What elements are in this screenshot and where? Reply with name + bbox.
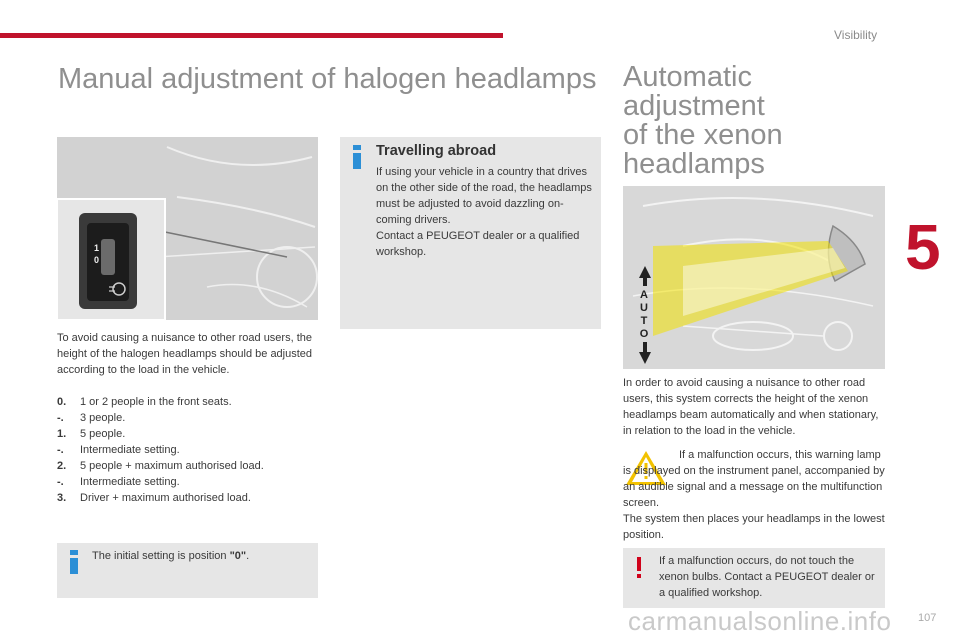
- section-color-bar: [0, 33, 503, 38]
- list-item: 0. 1 or 2 people in the front seats.: [57, 396, 232, 408]
- list-item: -. Intermediate setting.: [57, 444, 180, 456]
- watermark: carmanualsonline.info: [628, 606, 892, 636]
- page-title-manual: Manual adjustment of halogen headlamps: [58, 63, 597, 95]
- initial-setting-box: [57, 543, 318, 598]
- initial-setting-text: The initial setting is position "0".: [92, 550, 250, 562]
- info-icon: [353, 145, 361, 169]
- xenon-headlamp-illustration: [623, 186, 885, 369]
- lowest-position-text: The system then places your headlamps in the lowest position.: [623, 513, 885, 541]
- section-label: Visibility: [834, 28, 878, 42]
- xenon-warning-text: If a malfunction occurs, do not touch the xenon bulbs. Contact a PEUGEOT dealer or a qualified workshop.: [659, 555, 875, 599]
- travelling-abroad-body: If using your vehicle in a country that drives on the other side of the road, the headlamps must be adjusted to avoid dazzling on-coming drivers.: [376, 166, 592, 226]
- load-settings-list: [57, 394, 264, 506]
- headlamp-dial-photo: [57, 137, 318, 320]
- dashboard-illustration: [57, 137, 318, 320]
- travelling-abroad-contact: Contact a PEUGEOT dealer or a qualified workshop.: [376, 230, 580, 258]
- automatic-intro-text: In order to avoid causing a nuisance to other road users, this system corrects the height of the xenon headlamps beam automatically and when stationary, in relation to the load in the vehicle.: [623, 377, 879, 437]
- travelling-abroad-title: Travelling abroad: [376, 143, 497, 159]
- danger-exclamation-icon: [634, 557, 644, 584]
- dial-label-one: 1: [94, 243, 100, 253]
- page-number: 107: [918, 612, 937, 624]
- list-item: -. Intermediate setting.: [57, 476, 180, 488]
- manual-intro-text: To avoid causing a nuisance to other road users, the height of the halogen headlamps should be adjusted according to the load in the vehicle.: [57, 332, 313, 376]
- dial-label-zero: 0: [94, 255, 100, 265]
- page-title-automatic: Automatic adjustment of the xenon headlamps: [623, 61, 783, 180]
- auto-label: AUTO: [639, 289, 649, 340]
- malfunction-text: If a malfunction occurs, this warning lamp is displayed on the instrument panel, accompanied by an audible signal and a message on the multifunction screen.: [623, 449, 885, 509]
- list-item: 2. 5 people + maximum authorised load.: [57, 460, 264, 472]
- list-item: 1. 5 people.: [57, 428, 126, 440]
- car-front-illustration: [623, 186, 885, 369]
- list-item: -. 3 people.: [57, 412, 126, 424]
- list-item: 3. Driver + maximum authorised load.: [57, 492, 251, 504]
- chapter-number: 5: [905, 211, 941, 283]
- info-icon: [70, 550, 78, 574]
